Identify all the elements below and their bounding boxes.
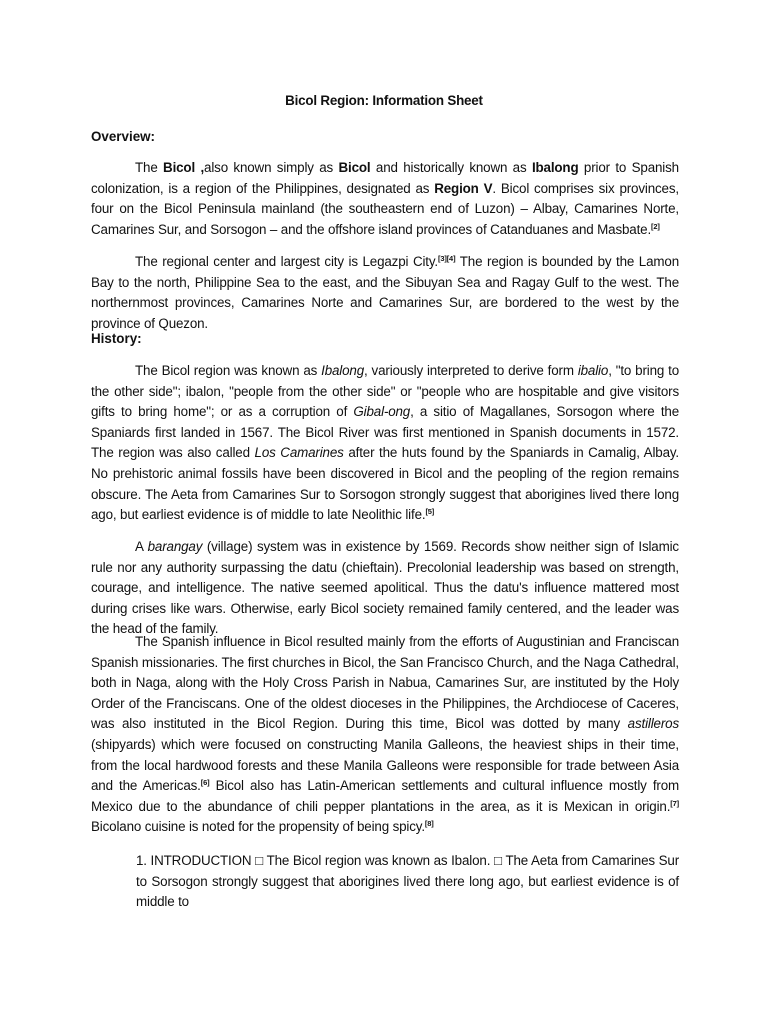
history-paragraph-2: A barangay (village) system was in existence by 1569. Records show neither sign of Islamic rule nor any authority surpassing the datu (chieftain). Precolonial leadership was based on strength, courage, and intelligence. The native seemed apolitical. Thus the datu's influence mattered most during crises like wars. Otherwise, early Bicol society remained family centered, and the leader was the head of the family. [91,539,679,637]
document-title: Bicol Region: Information Sheet [285,93,483,108]
citation-ref: [7] [670,798,679,808]
overview-paragraph-1: The Bicol ,also known simply as Bicol and historically known as Ibalong prior to Spanish colonization, is a region of the Philippines, designated as Region V. Bicol comprises six provinces, four on the Bicol Peninsula mainland (the southeastern end of Luzon) – Albay, Camarines Norte, Camarines Sur, and Sorsogon – and the offshore island provinces of Catanduanes and Masbate.[2] [91,160,679,237]
citation-ref: [5] [425,507,435,517]
history-paragraph-1: The Bicol region was known as Ibalong, variously interpreted to derive form ibalio, "to bring to the other side"; ibalon, "people from the other side" or "people who are hospitable and give visitors gifts to bring home"; or as a corruption of Gibal-ong, a sitio of Magallanes, Sorsogon where the Spaniards first landed in 1567. The Bicol River was first mentioned in Spanish documents in 1572. The region was also called Los Camarines after the huts found by the Spaniards in Camalig, Albay. No prehistoric animal fossils have been discovered in Bicol and the peopling of the region remains obscure. The Aeta from Camarines Sur to Sorsogon strongly suggest that aborigines lived there long ago, but earliest evidence is of middle to late Neolithic life.[5] [91,363,679,523]
history-paragraph-3: The Spanish influence in Bicol resulted mainly from the efforts of Augustinian and Franciscan Spanish missionaries. The first churches in Bicol, the San Francisco Church, and the Naga Cathedral, both in Naga, along with the Holy Cross Parish in Nabua, Camarines Sur, are instituted by the Holy Order of the Franciscans. One of the oldest dioceses in the Philippines, the Archdiocese of Caceres, was also instituted in the Bicol Region. During this time, Bicol was dotted by many astilleros (shipyards) which were focused on constructing Manila Galleons, the heaviest ships in their time, from the local hardwood forests and these Manila Galleons were responsible for trade between Asia and the Americas.[6] Bicol also has Latin-American settlements and cultural influence mostly from Mexico due to the abundance of chili pepper plantations in the area, as it is Mexican in origin.[7] Bicolano cuisine is noted for the propensity of being spicy.[8] [91,634,680,835]
citation-ref: [8] [424,819,434,829]
list-item-introduction: 1. INTRODUCTION □ The Bicol region was known as Ibalon. □ The Aeta from Camarines Sur to Sorsogon strongly suggest that aborigines lived there long ago, but earliest evidence is of middle to [136,853,679,910]
overview-heading: Overview: [91,129,156,144]
citation-ref: [3][4] [437,254,456,263]
citation-ref: [2] [651,221,660,231]
overview-paragraph-2: The regional center and largest city is Legazpi City.[3][4] The region is bounded by the Lamon Bay to the north, Philippine Sea to the east, and the Sibuyan Sea and Ragay Gulf to the west. The northernmost provinces, Camarines Norte and Camarines Sur, are bordered to the west by the province of Quezon. [91,254,679,331]
citation-ref: [6] [200,778,210,788]
history-heading: History: [91,331,142,346]
